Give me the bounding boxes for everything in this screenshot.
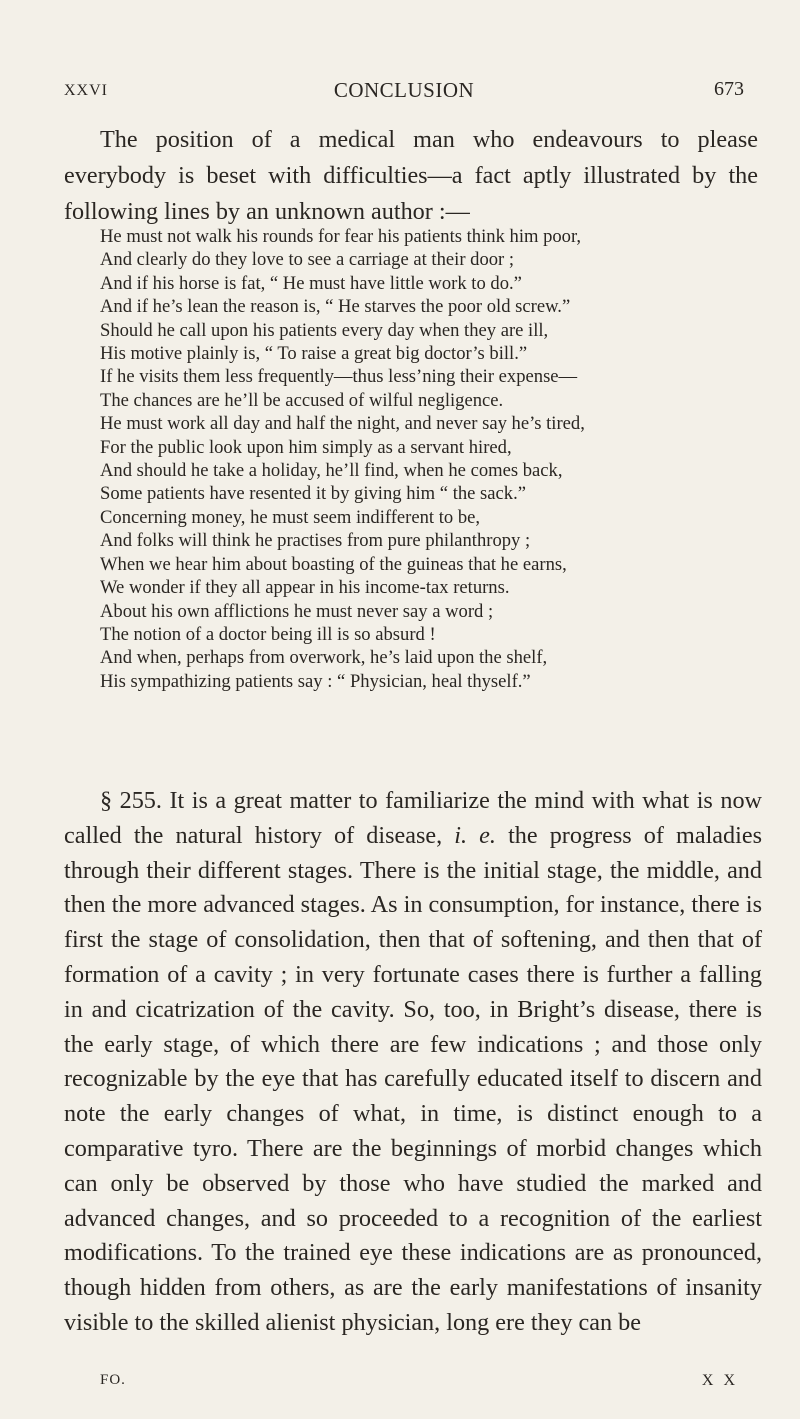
poem [100,225,765,693]
poem-line: When we hear him about boasting of the guineas that he earns, [100,553,567,575]
poem-line: His sympathizing patients say : “ Physician, heal thyself.” [100,670,531,692]
section-number: § 255. [100,787,162,814]
section-text-start: It is a great matter to familiarize the mind with what is now called the natural history of disease, [64,787,762,849]
poem-line: And when, perhaps from overwork, he’s laid upon the shelf, [100,647,548,669]
poem-line: Some patients have resented it by giving him “ the sack.” [100,483,526,505]
section-text-rest: the progress of maladies through their different stages. There is the initial stage, the middle, and then the more advanced stages. As in consumption, for instance, there is first the stage of consolidation, then that of softening, and then that of formation of a cavity ; in very fortunate cases there is further a falling in and cicatrization of the cavity. So, too, in Bright’s disease, there is the early stage, of which there are few indications ; and those only recognizable by the eye that has carefully educated itself to discern and note the early changes of what, in time, is distinct enough to a comparative tyro. There are the beginnings of morbid changes which can only be observed by those who have studied the marked and advanced changes, and so proceeded to a recognition of the earliest modifications. To the trained eye these indications are as pronounced, though hidden from others, as are the early manifestations of insanity visible to the skilled alienist physician, long ere they can be [64,821,762,1336]
poem-line: About his own afflictions he must never say a word ; [100,600,494,622]
poem-line: And folks will think he practises from pure philanthropy ; [100,530,531,552]
page-number: 673 [714,78,744,100]
poem-line: The chances are he’ll be accused of wilful negligence. [100,389,504,411]
section-paragraph [64,784,762,1341]
chapter-title: CONCLUSION [333,78,475,102]
poem-line: Concerning money, he must seem indifferent to be, [100,506,481,528]
poem-line: He must work all day and half the night, and never say he’s tired, [100,413,585,435]
poem-line: And if his horse is fat, “ He must have little work to do.” [100,272,522,294]
sheet-mark: X X [701,1372,738,1389]
poem-line: He must not walk his rounds for fear his patients think him poor, [100,226,582,247]
poem-line: Should he call upon his patients every day when they are ill, [100,319,549,341]
intro-paragraph: The position of a medical man who endeavours to please everybody is beset with difficulties—a fact aptly illustrated by the following lines by an unknown author :— [64,126,758,225]
poem-line: We wonder if they all appear in his income-tax returns. [100,577,510,599]
poem-line: If he visits them less frequently—thus less’ning their expense— [100,366,578,388]
section-ie: i. e. [454,821,496,849]
poem-line: His motive plainly is, “ To raise a great big doctor’s bill.” [100,343,528,365]
poem-line: The notion of a doctor being ill is so absurd ! [100,623,436,645]
poem-line: And if he’s lean the reason is, “ He starves the poor old screw.” [100,296,571,318]
running-head [64,78,744,108]
poem-line: And should he take a holiday, he’ll find, when he comes back, [100,460,563,482]
poem-line: And clearly do they love to see a carriage at their door ; [100,249,515,271]
chapter-number: XXVI [64,82,108,99]
poem-line: For the public look upon him simply as a servant hired, [100,436,512,458]
signature-mark: FO. [100,1372,126,1388]
